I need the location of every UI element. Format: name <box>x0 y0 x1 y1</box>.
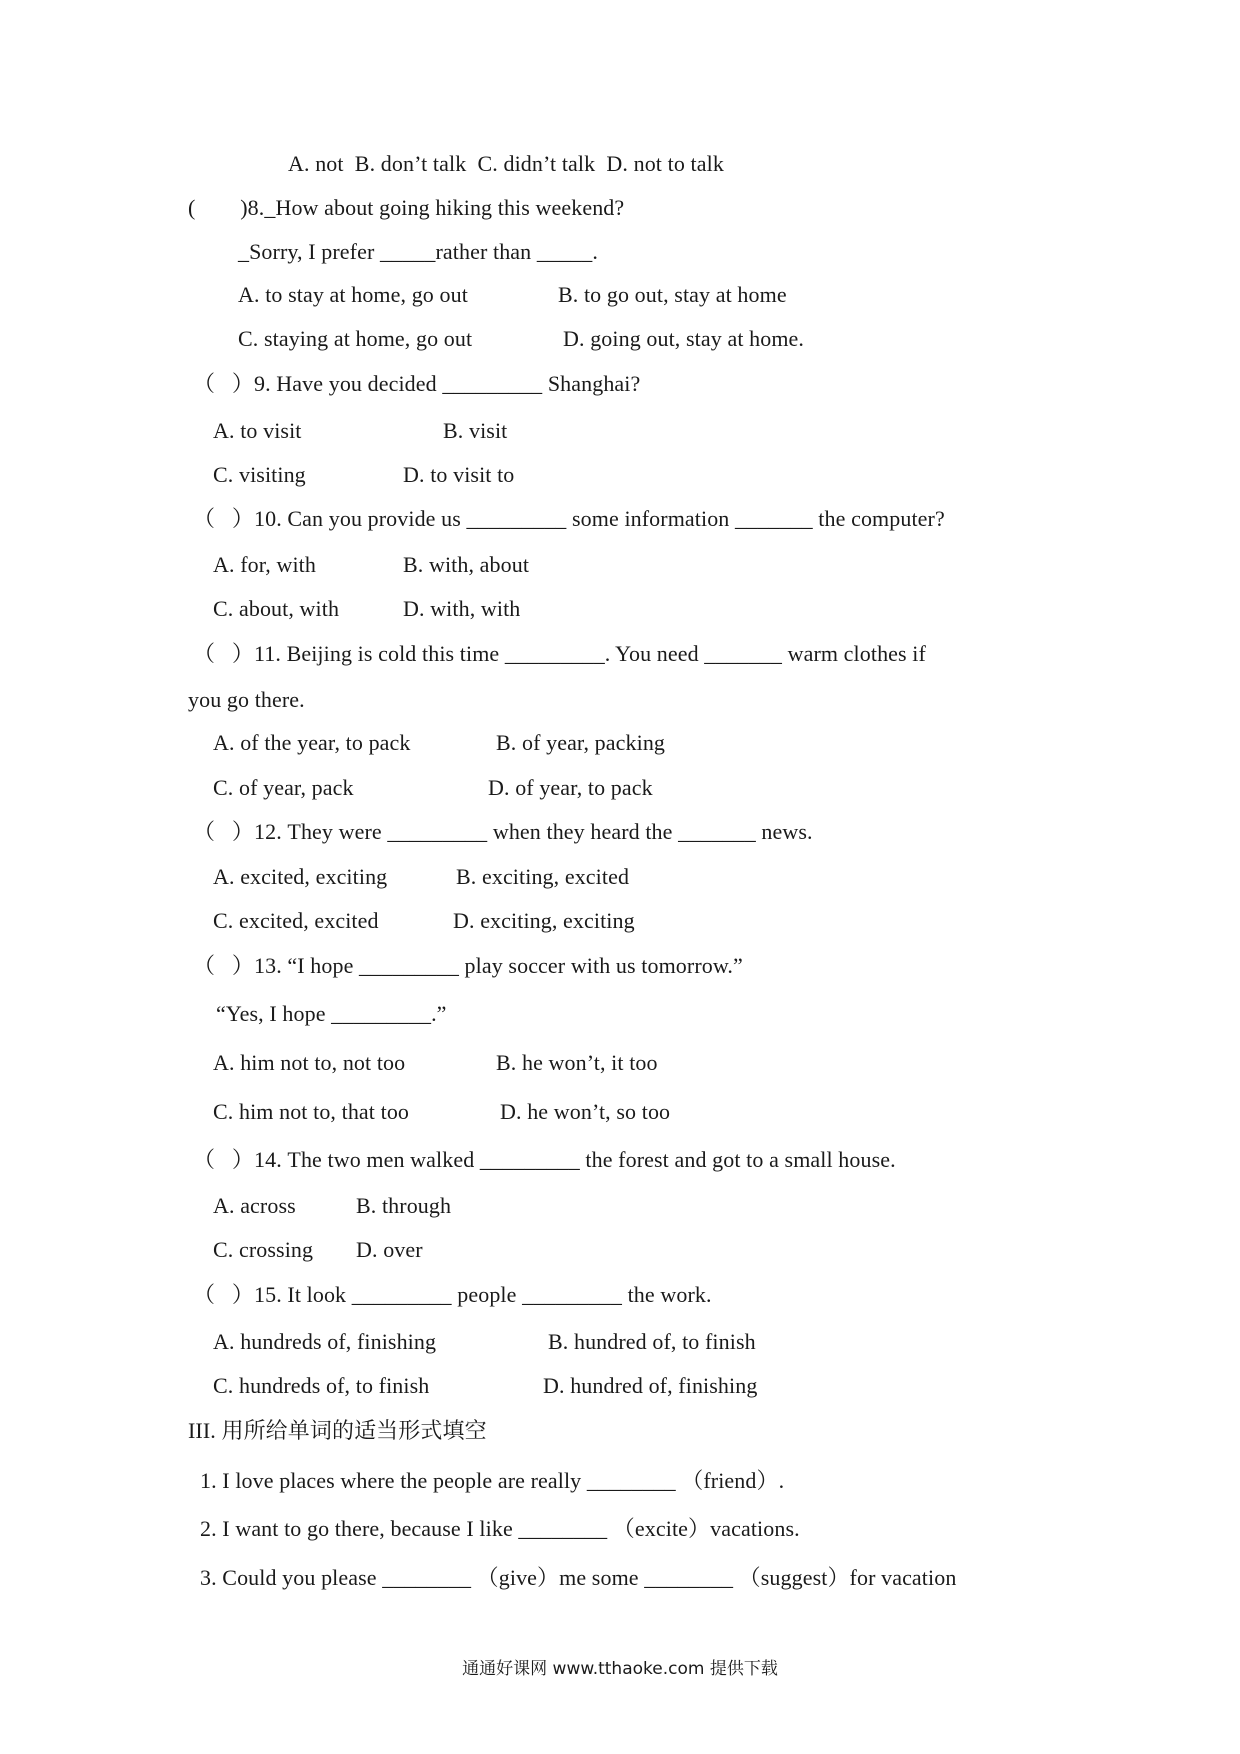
q14-option-c: C. crossing <box>213 1237 314 1262</box>
q11-question: （ ）11. Beijing is cold this time _________. You need _______ warm clothes if <box>193 641 926 666</box>
q13-question: （ ）13. “I hope _________ play soccer with us tomorrow.” <box>193 953 743 978</box>
fill-item-1: 1. I love places where the people are really ________ （friend）. <box>200 1468 785 1493</box>
q10-option-b: B. with, about <box>403 552 530 577</box>
q13-option-d: D. he won’t, so too <box>500 1099 671 1124</box>
q8-option-b: B. to go out, stay at home <box>558 282 787 307</box>
q13-option-a: A. him not to, not too <box>213 1050 406 1075</box>
q12-option-d: D. exciting, exciting <box>453 908 635 933</box>
q10-option-d: D. with, with <box>403 596 521 621</box>
q12-option-b: B. exciting, excited <box>456 864 630 889</box>
q14-option-d: D. over <box>356 1237 423 1262</box>
q15-option-c: C. hundreds of, to finish <box>213 1373 430 1398</box>
q10-question: （ ）10. Can you provide us _________ some information _______ the computer? <box>193 506 945 531</box>
q15-option-a: A. hundreds of, finishing <box>213 1329 437 1354</box>
q14-option-b: B. through <box>356 1193 452 1218</box>
q12-option-c: C. excited, excited <box>213 908 379 933</box>
q15-option-b: B. hundred of, to finish <box>548 1329 756 1354</box>
q10-option-c: C. about, with <box>213 596 340 621</box>
q9-option-a: A. to visit <box>213 418 302 443</box>
q11-option-d: D. of year, to pack <box>488 775 653 800</box>
q9-option-c: C. visiting <box>213 462 306 487</box>
q8-option-d: D. going out, stay at home. <box>563 326 805 351</box>
q11-option-b: B. of year, packing <box>496 730 666 755</box>
q13-option-b: B. he won’t, it too <box>496 1050 658 1075</box>
q8-option-a: A. to stay at home, go out <box>238 282 468 307</box>
q14-option-a: A. across <box>213 1193 296 1218</box>
q13-response: “Yes, I hope _________.” <box>216 1001 447 1026</box>
fill-item-3: 3. Could you please ________ （give）me some ________ （suggest）for vacation <box>200 1565 957 1590</box>
q14-question: （ ）14. The two men walked _________ the forest and got to a small house. <box>193 1147 896 1172</box>
q15-option-d: D. hundred of, finishing <box>543 1373 758 1398</box>
section-iii-heading: III. 用所给单词的适当形式填空 <box>188 1418 487 1443</box>
q15-question: （ ）15. It look _________ people _________ the work. <box>193 1282 712 1307</box>
q8-option-c: C. staying at home, go out <box>238 326 473 351</box>
q11-question-cont: you go there. <box>188 687 305 712</box>
q11-option-c: C. of year, pack <box>213 775 354 800</box>
q13-option-c: C. him not to, that too <box>213 1099 410 1124</box>
q12-question: （ ）12. They were _________ when they heard the _______ news. <box>193 819 813 844</box>
page-footer: 通通好课网 www.tthaoke.com 提供下载 <box>462 1659 778 1679</box>
q9-option-d: D. to visit to <box>403 462 515 487</box>
q7-options: A. not B. don’t talk C. didn’t talk D. not to talk <box>288 151 724 176</box>
q9-question: （ ）9. Have you decided _________ Shanghai? <box>193 371 641 396</box>
q8-question: ( )8._How about going hiking this weekend? <box>188 195 625 220</box>
q8-response: _Sorry, I prefer _____rather than _____. <box>238 239 598 264</box>
q11-option-a: A. of the year, to pack <box>213 730 411 755</box>
q9-option-b: B. visit <box>443 418 508 443</box>
q12-option-a: A. excited, exciting <box>213 864 388 889</box>
q10-option-a: A. for, with <box>213 552 316 577</box>
fill-item-2: 2. I want to go there, because I like ________ （excite）vacations. <box>200 1516 800 1541</box>
